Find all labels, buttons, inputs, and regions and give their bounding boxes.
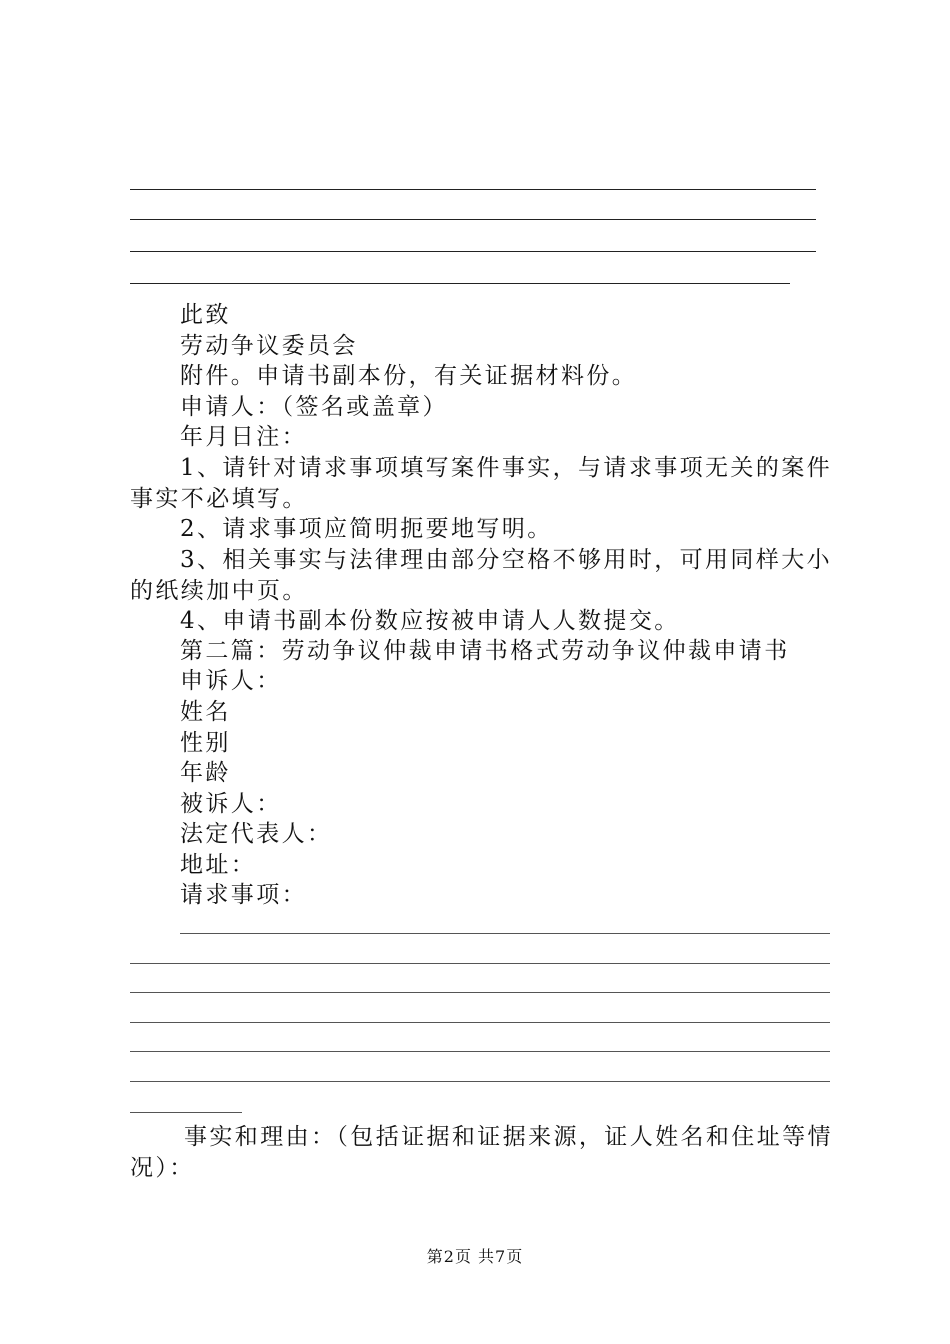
blank-line bbox=[130, 189, 816, 190]
gender-label: 性别 bbox=[180, 730, 231, 756]
attachment-line: 附件。申请书副本份，有关证据材料份。 bbox=[180, 363, 638, 389]
address-label: 地址： bbox=[180, 852, 257, 878]
closing: 此致 bbox=[180, 302, 231, 328]
applicant-line: 申请人：（签名或盖章） bbox=[180, 394, 448, 420]
request-blank-line bbox=[130, 992, 830, 993]
request-label: 请求事项： bbox=[180, 882, 307, 908]
recipient: 劳动争议委员会 bbox=[180, 333, 358, 359]
note-3: 3、相关事实与法律理由部分空格不够用时，可用同样大小的纸续加中页。 bbox=[130, 547, 833, 604]
request-blank-line bbox=[180, 933, 830, 934]
request-blank-line bbox=[130, 963, 830, 964]
legal-rep-label: 法定代表人： bbox=[180, 821, 333, 847]
section-title: 第二篇：劳动争议仲裁申请书格式劳动争议仲裁申请书 bbox=[180, 638, 790, 664]
note-4: 4、申请书副本份数应按被申请人人数提交。 bbox=[180, 608, 680, 634]
page-number: 第2页 共7页 bbox=[426, 1247, 524, 1266]
request-blank-line bbox=[130, 1081, 830, 1082]
request-blank-line bbox=[130, 1051, 830, 1052]
request-blank-line bbox=[130, 1022, 830, 1023]
date-note: 年月日注： bbox=[180, 424, 307, 450]
blank-line bbox=[130, 251, 816, 252]
complainant-label: 申诉人： bbox=[180, 668, 282, 694]
blank-line bbox=[130, 219, 816, 220]
note-1: 1、请针对请求事项填写案件事实，与请求事项无关的案件事实不必填写。 bbox=[130, 455, 833, 512]
age-label: 年龄 bbox=[180, 760, 231, 786]
blank-line bbox=[130, 283, 790, 284]
facts-label: 事实和理由：（包括证据和证据来源，证人姓名和住址等情况）： bbox=[130, 1124, 833, 1181]
name-label: 姓名 bbox=[180, 699, 231, 725]
request-blank-line bbox=[130, 1112, 242, 1113]
respondent-label: 被诉人： bbox=[180, 791, 282, 817]
note-2: 2、请求事项应简明扼要地写明。 bbox=[180, 516, 553, 542]
